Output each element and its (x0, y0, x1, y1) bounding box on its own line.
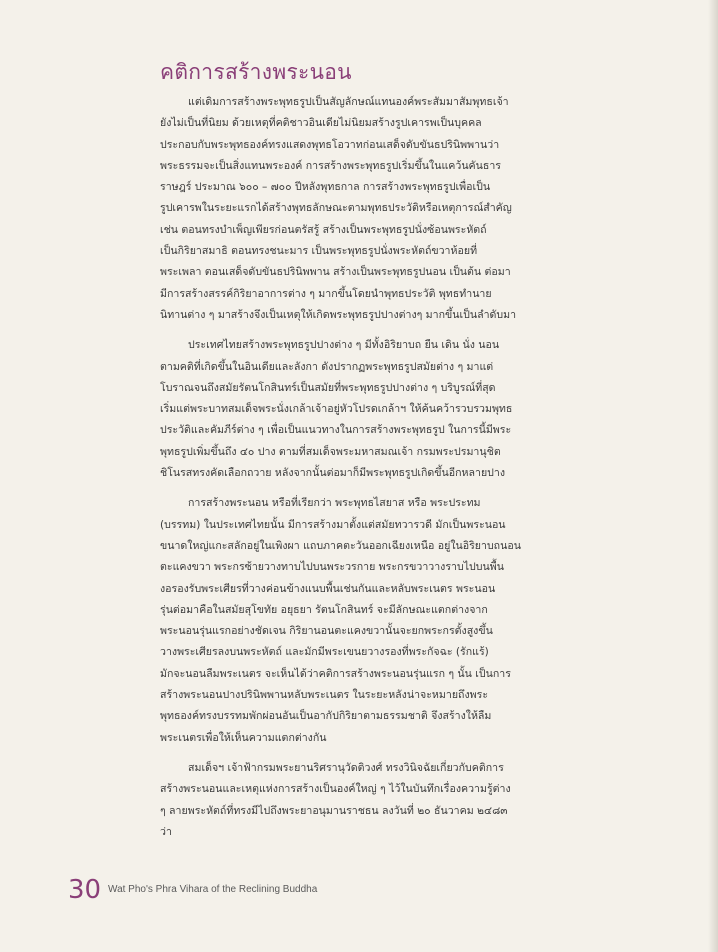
text-line: พระนอนรุ่นแรกอย่างชัดเจน กิริยานอนตะแคงขวานั้นจะยกพระกรตั้งสูงขึ้น (160, 625, 493, 638)
text-line: ว่า (160, 825, 172, 838)
running-footer: Wat Pho's Phra Vihara of the Reclining Buddha (108, 884, 318, 895)
text-line: งอรองรับพระเศียรที่วางค่อนข้างแนบพื้นเช่นกันและหลับพระเนตร พระนอน (160, 582, 496, 595)
text-line: สร้างพระนอนปางปรินิพพานหลับพระเนตร ในระยะหลังน่าจะหมายถึงพระ (160, 689, 489, 702)
text-line: พระธรรมจะเป็นสิ่งแทนพระองค์ การสร้างพระพุทธรูปเริ่มขึ้นในแคว้นคันธาร (160, 159, 501, 172)
text-line: ตามคติที่เกิดขึ้นในอินเดียและลังกา ดังปรากฏพระพุทธรูปสมัยต่าง ๆ มาแต่ (160, 360, 494, 373)
text-line: ๆ ลายพระหัตถ์ที่ทรงมีไปถึงพระยาอนุมานราชธน ลงวันที่ ๒๐ ธันวาคม ๒๔๘๓ (160, 804, 508, 817)
paragraph (160, 335, 574, 484)
paragraph (160, 758, 574, 843)
text-line: ยังไม่เป็นที่นิยม ด้วยเหตุที่คติชาวอินเดียไม่นิยมสร้างรูปเคารพเป็นบุคคล (160, 117, 482, 130)
text-line: ตะแคงขวา พระกรซ้ายวางทาบไปบนพระวรกาย พระกรขวาวางราบไปบนพื้น (160, 561, 504, 574)
text-line: สมเด็จฯ เจ้าฟ้ากรมพระยานริศรานุวัดติวงศ์ ทรงวินิจฉัยเกี่ยวกับคติการ (188, 761, 504, 774)
text-line: พระเนตรเพื่อให้เห็นความแตกต่างกัน (160, 731, 327, 744)
article-body (160, 92, 574, 852)
paragraph (160, 493, 574, 749)
text-line: เช่น ตอนทรงบำเพ็ญเพียรก่อนตรัสรู้ สร้างเป็นพระพุทธรูปนั่งซ้อนพระหัตถ์ (160, 223, 487, 236)
text-line: สร้างพระนอนและเหตุแห่งการสร้างเป็นองค์ใหญ่ ๆ ไว้ในบันทึกเรื่องความรู้ต่าง (160, 783, 511, 796)
text-line: เริ่มแต่พระบาทสมเด็จพระนั่งเกล้าเจ้าอยู่หัวโปรดเกล้าฯ ให้ค้นคว้ารวบรวมพุทธ (160, 403, 513, 416)
text-line: แต่เดิมการสร้างพระพุทธรูปเป็นสัญลักษณ์แทนองค์พระสัมมาสัมพุทธเจ้า (188, 96, 509, 108)
text-line: (บรรทม) ในประเทศไทยนั้น มีการสร้างมาตั้งแต่สมัยทวารวดี มักเป็นพระนอน (160, 518, 506, 531)
text-line: รุ่นต่อมาคือในสมัยสุโขทัย อยุธยา รัตนโกสินทร์ จะมีลักษณะแตกต่างจาก (160, 603, 488, 616)
text-line: การสร้างพระนอน หรือที่เรียกว่า พระพุทธไสยาส หรือ พระประทม (188, 497, 481, 510)
text-line: พระเพลา ตอนเสด็จดับขันธปรินิพพาน สร้างเป็นพระพุทธรูปนอน เป็นต้น ต่อมา (160, 266, 511, 279)
page-number: 30 (68, 875, 102, 905)
text-line: รูปเคารพในระยะแรกได้สร้างพุทธลักษณะตามพุทธประวัติหรือเหตุการณ์สำคัญ (160, 202, 512, 215)
text-line: วางพระเศียรลงบนพระหัตถ์ และมักมีพระเขนยวางรองที่พระกัจฉะ (รักแร้) (160, 646, 489, 659)
text-line: ประวัติและคัมภีร์ต่าง ๆ เพื่อเป็นแนวทางในการสร้างพระพุทธรูป ในการนี้มีพระ (160, 424, 512, 437)
text-line: ขนาดใหญ่แกะสลักอยู่ในเพิงผา แถบภาคตะวันออกเฉียงเหนือ อยู่ในอิริยาบถนอน (160, 539, 521, 552)
text-line: ประเทศไทยสร้างพระพุทธรูปปางต่าง ๆ มีทั้งอิริยาบถ ยืน เดิน นั่ง นอน (188, 339, 500, 352)
text-line: มีการสร้างสรรค์กิริยาอาการต่าง ๆ มากขึ้นโดยนำพุทธประวัติ พุทธทำนาย (160, 287, 492, 300)
text-line: เป็นกิริยาสมาธิ ตอนทรงชนะมาร เป็นพระพุทธรูปนั่งพระหัตถ์ขวาห้อยที่ (160, 245, 478, 258)
text-line: ประกอบกับพระพุทธองค์ทรงแสดงพุทธโอวาทก่อนเสด็จดับขันธปรินิพพานว่า (160, 138, 500, 151)
page-title: คติการสร้างพระนอน (160, 60, 352, 84)
text-line: พุทธองค์ทรงบรรทมพักผ่อนอันเป็นอากัปกิริยาตามธรรมชาติ จึงสร้างให้ลืม (160, 710, 492, 723)
text-line: นิทานต่าง ๆ มาสร้างจึงเป็นเหตุให้เกิดพระพุทธรูปปางต่างๆ มากขึ้นเป็นลำดับมา (160, 308, 517, 321)
text-line: ชิโนรสทรงคัดเลือกถวาย หลังจากนั้นต่อมาก็มีพระพุทธรูปเกิดขึ้นอีกหลายปาง (160, 467, 506, 480)
text-line: โบราณจนถึงสมัยรัตนโกสินทร์เป็นสมัยที่พระพุทธรูปปางต่าง ๆ บริบูรณ์ที่สุด (160, 381, 496, 394)
paragraph (160, 92, 574, 326)
text-line: มักจะนอนลืมพระเนตร จะเห็นได้ว่าคติการสร้างพระนอนรุ่นแรก ๆ นั้น เป็นการ (160, 667, 511, 680)
page-edge-shadow (708, 0, 718, 952)
text-line: พุทธรูปเพิ่มขึ้นถึง ๔๐ ปาง ตามที่สมเด็จพระมหาสมณเจ้า กรมพระปรมานุชิต (160, 445, 501, 458)
text-line: ราษฎร์ ประมาณ ๖๐๐ – ๗๐๐ ปีหลังพุทธกาล การสร้างพระพุทธรูปเพื่อเป็น (160, 181, 491, 194)
